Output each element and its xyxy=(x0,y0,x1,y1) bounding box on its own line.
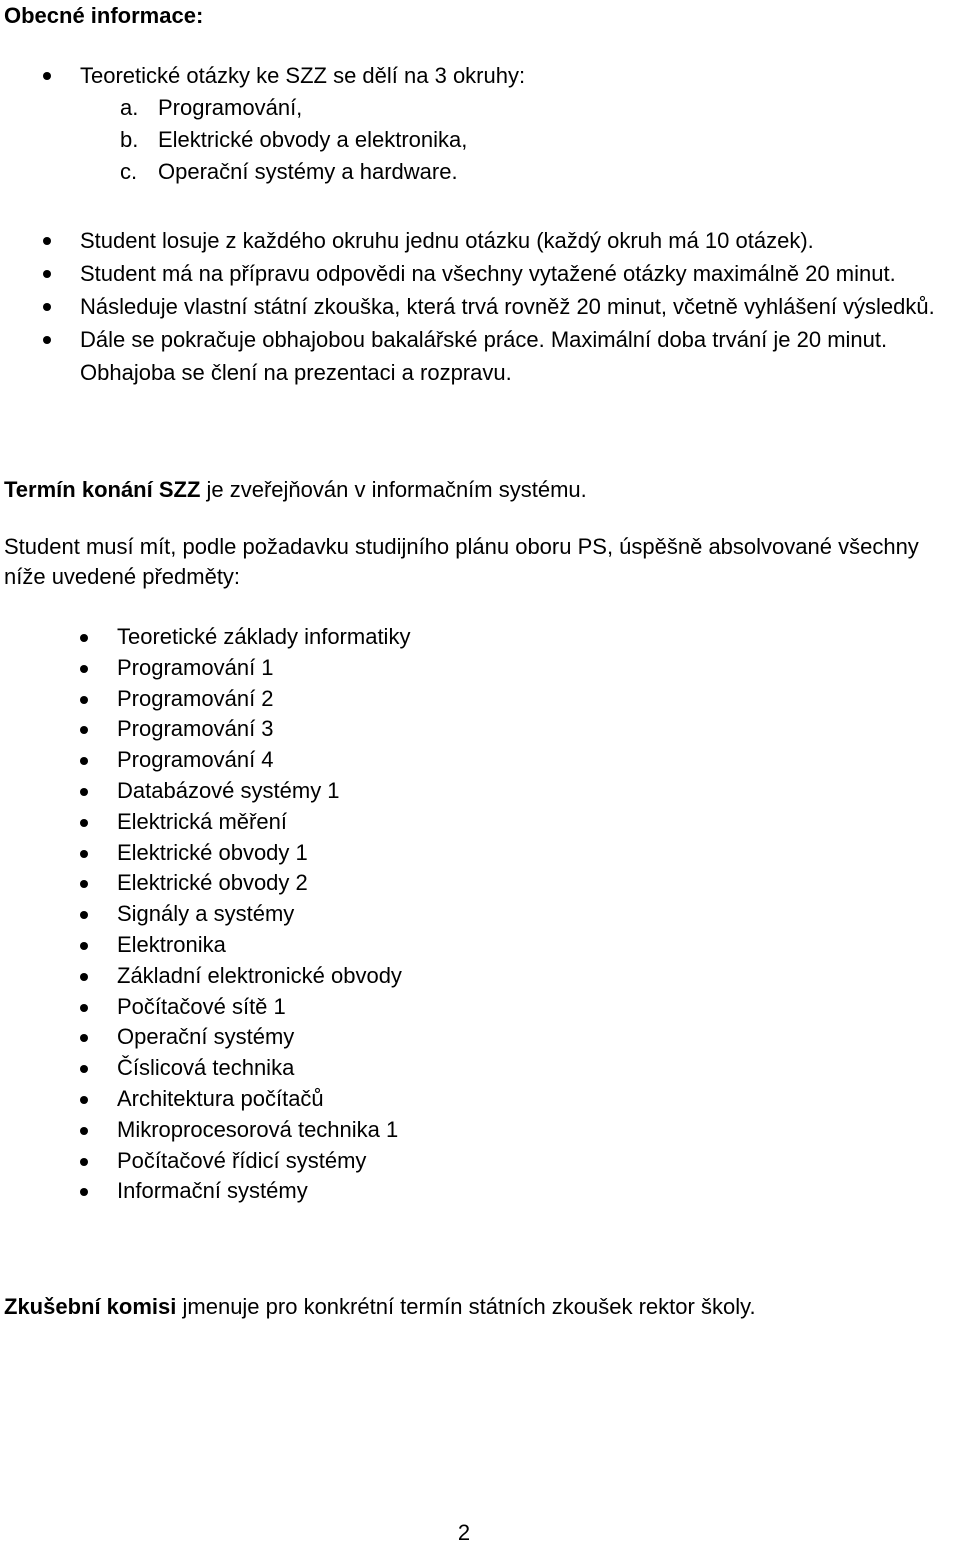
course-name: Elektrická měření xyxy=(117,808,287,834)
list-item-text: Student losuje z každého okruhu jednu otázku (každý okruh má 10 otázek). xyxy=(80,228,814,253)
course-item xyxy=(0,621,410,652)
bullet-icon xyxy=(43,72,51,80)
bullet-icon xyxy=(80,726,88,734)
bullet-icon xyxy=(80,696,88,704)
termin-bold: Termín konání SZZ xyxy=(4,477,201,502)
bullet-icon xyxy=(80,1188,88,1196)
bullet-icon xyxy=(80,880,88,888)
course-name: Programování 1 xyxy=(117,654,274,680)
course-item xyxy=(0,806,410,837)
course-name: Elektrické obvody 1 xyxy=(117,839,308,865)
course-name: Databázové systémy 1 xyxy=(117,777,340,803)
bullet-icon xyxy=(80,973,88,981)
sub-list-item xyxy=(120,92,956,124)
bullet-icon xyxy=(80,850,88,858)
student-requirement-paragraph: Student musí mít, podle požadavku studijního plánu oboru PS, úspěšně absolvované všechny níže uvedené předměty: xyxy=(4,534,919,589)
sub-list-marker: c. xyxy=(120,159,138,184)
course-name: Architektura počítačů xyxy=(117,1085,324,1111)
course-item xyxy=(0,1145,410,1176)
course-item xyxy=(0,1114,410,1145)
bullet-icon xyxy=(80,757,88,765)
page-number: 2 xyxy=(457,1520,471,1545)
course-item xyxy=(0,683,410,714)
course-item xyxy=(0,929,410,960)
bullet-icon xyxy=(80,665,88,673)
bullet-icon xyxy=(80,1158,88,1166)
sub-list-marker: b. xyxy=(120,127,139,152)
course-name: Elektronika xyxy=(117,931,226,957)
bullet-icon xyxy=(43,303,51,311)
bullet-icon xyxy=(80,911,88,919)
course-item xyxy=(0,991,410,1022)
section-heading: Obecné informace: xyxy=(4,3,204,28)
list-item xyxy=(0,59,960,188)
bullet-icon xyxy=(80,1096,88,1104)
course-item xyxy=(0,1175,410,1206)
bullet-icon xyxy=(80,1034,88,1042)
bullet-icon xyxy=(80,1004,88,1012)
bullet-icon xyxy=(80,819,88,827)
course-item xyxy=(0,960,410,991)
course-item xyxy=(0,867,410,898)
list-item-text: Teoretické otázky ke SZZ se dělí na 3 okruhy: xyxy=(80,63,526,88)
sub-list-item xyxy=(120,124,956,156)
list-item xyxy=(0,290,960,323)
list-item-text: Dále se pokračuje obhajobou bakalářské práce. Maximální doba trvání je 20 minut. Obhajoba se člení na prezentaci a rozpravu. xyxy=(80,327,888,385)
course-name: Počítačové řídicí systémy xyxy=(117,1147,367,1173)
course-name: Programování 2 xyxy=(117,685,274,711)
bullet-icon xyxy=(80,1127,88,1135)
course-item xyxy=(0,713,410,744)
termin-text: je zveřejňován v informačním systému. xyxy=(200,477,587,502)
course-name: Mikroprocesorová technika 1 xyxy=(117,1116,399,1142)
course-item xyxy=(0,1052,410,1083)
termin-paragraph xyxy=(4,474,960,506)
sub-list-marker: a. xyxy=(120,95,139,120)
info-list xyxy=(0,59,960,389)
bullet-icon xyxy=(43,270,51,278)
course-name: Programování 4 xyxy=(117,747,274,773)
bullet-icon xyxy=(80,788,88,796)
komise-text: jmenuje pro konkrétní termín státních zkoušek rektor školy. xyxy=(176,1294,756,1319)
bullet-icon xyxy=(80,1065,88,1073)
course-name: Elektrické obvody 2 xyxy=(117,870,308,896)
course-name: Počítačové sítě 1 xyxy=(117,993,286,1019)
course-list xyxy=(0,621,410,1206)
course-item xyxy=(0,775,410,806)
course-name: Číslicová technika xyxy=(117,1055,295,1081)
course-item xyxy=(0,1083,410,1114)
sub-list-text: Programování, xyxy=(158,95,303,120)
komise-bold: Zkušební komisi xyxy=(4,1294,177,1319)
bullet-icon xyxy=(43,237,51,245)
list-item-text: Následuje vlastní státní zkouška, která trvá rovněž 20 minut, včetně vyhlášení výsledků. xyxy=(80,294,935,319)
list-item xyxy=(0,224,960,257)
list-item-text: Student má na přípravu odpovědi na všechny vytažené otázky maximálně 20 minut. xyxy=(80,261,896,286)
course-name: Programování 3 xyxy=(117,716,274,742)
course-name: Informační systémy xyxy=(117,1178,308,1204)
sub-list-item xyxy=(120,156,956,188)
bullet-icon xyxy=(43,336,51,344)
course-name: Signály a systémy xyxy=(117,901,295,927)
list-item xyxy=(0,323,960,389)
course-item xyxy=(0,744,410,775)
sub-list xyxy=(80,92,956,188)
komise-paragraph xyxy=(4,1291,960,1323)
course-name: Teoretické základy informatiky xyxy=(117,624,411,649)
bullet-icon xyxy=(80,942,88,950)
course-name: Operační systémy xyxy=(117,1024,295,1050)
sub-list-text: Elektrické obvody a elektronika, xyxy=(158,127,468,152)
list-item xyxy=(0,257,960,290)
bullet-icon xyxy=(80,634,88,642)
course-name: Základní elektronické obvody xyxy=(117,962,402,988)
course-item xyxy=(0,898,410,929)
course-item xyxy=(0,652,410,683)
sub-list-text: Operační systémy a hardware. xyxy=(158,159,458,184)
course-item xyxy=(0,837,410,868)
course-item xyxy=(0,1021,410,1052)
